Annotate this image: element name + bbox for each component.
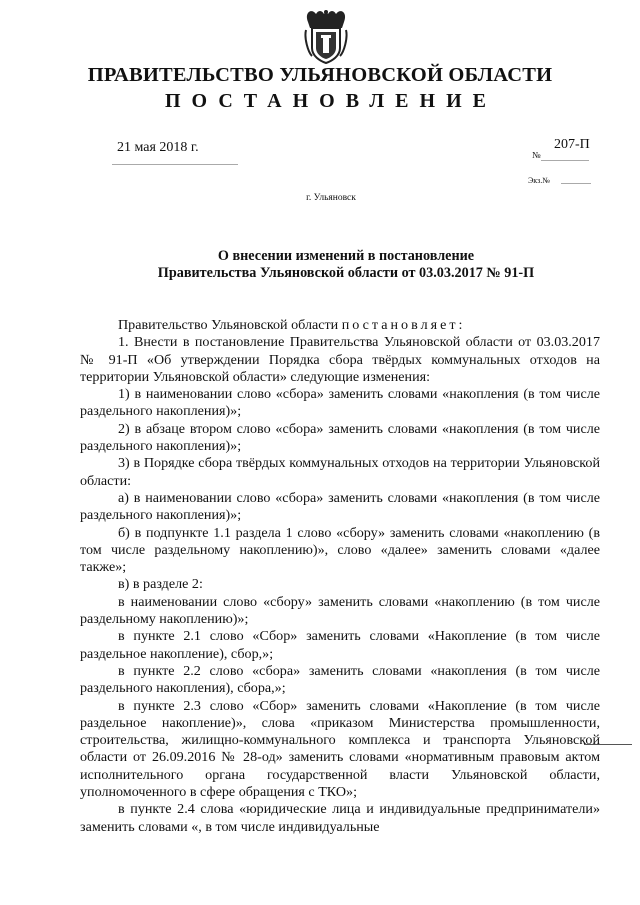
body-paragraph: 3) в Порядке сбора твёрдых коммунальных отходов на территории Ульяновской области: <box>80 455 600 489</box>
copy-number-label: Экз.№ <box>528 176 550 185</box>
body-paragraph: 1. Внести в постановление Правительства Ульяновской области от 03.03.2017 № 91-П «Об утверждении Порядка сбора твёрдых коммунальных отходов на территории Ульяновской области» следующие изменения: <box>80 334 600 385</box>
body-paragraph: в) в разделе 2: <box>118 576 203 593</box>
document-date: 21 мая 2018 г. <box>117 140 199 155</box>
intro-paragraph <box>80 317 600 334</box>
body-paragraph: в пункте 2.3 слово «Сбор» заменить словами «Накопление (в том числе раздельное накопление)», слова «приказом Министерства промышленности, строительства, жилищно-коммунального комплекса и транспорта Ульяновской области от 26.09.2016 № 28-од» заменить словами «нормативным правовым актом исполнительного органа государственной власти Ульяновской области, уполномоченного в сфере обращения с ТКО»; <box>80 697 600 801</box>
intro-resolves: постановляет: <box>341 317 466 333</box>
city: г. Ульяновск <box>306 193 356 203</box>
date-underline <box>112 164 238 165</box>
intro-prefix: Правительство Ульяновской области <box>118 317 342 333</box>
margin-mark <box>584 744 632 745</box>
government-name: ПРАВИТЕЛЬСТВО УЛЬЯНОВСКОЙ ОБЛАСТИ <box>87 64 553 86</box>
document-type: ПОСТАНОВЛЕНИЕ <box>165 90 497 112</box>
heading-line-2: Правительства Ульяновской области от 03.03.2017 № 91-П <box>157 265 535 281</box>
document-body <box>80 317 600 836</box>
number-prefix: № <box>532 150 541 160</box>
body-paragraph: б) в подпункте 1.1 раздела 1 слово «сбору» заменить словами «накоплению (в том числе раздельному накоплению)», слово «далее» заменить словами «далее также»; <box>80 524 600 576</box>
coat-of-arms-icon <box>304 8 348 64</box>
number-underline <box>541 160 589 161</box>
document-number: 207-П <box>554 137 590 152</box>
document-heading <box>80 248 612 282</box>
body-paragraph: в пункте 2.1 слово «Сбор» заменить словами «Накопление (в том числе раздельное накопление), сбор,»; <box>80 628 600 662</box>
body-paragraph: в наименовании слово «сбору» заменить словами «накоплению (в том числе раздельному накоплению)»; <box>80 593 600 628</box>
body-paragraph: в пункте 2.2 слово «сбора» заменить словами «накопления (в том числе раздельного накопления), сбора,»; <box>80 662 600 697</box>
body-paragraph: а) в наименовании слово «сбора» заменить словами «накопления (в том числе раздельного накопления)»; <box>80 489 600 524</box>
body-paragraph: в пункте 2.4 слова «юридические лица и индивидуальные предприниматели» заменить словами «, в том числе индивидуальные <box>80 801 600 835</box>
heading-line-1: О внесении изменений в постановление <box>217 248 475 264</box>
copy-number-underline <box>561 183 591 184</box>
body-paragraph: 1) в наименовании слово «сбора» заменить словами «накопления (в том числе раздельного накопления)»; <box>80 386 600 420</box>
body-paragraph: 2) в абзаце втором слово «сбора» заменить словами «накопления (в том числе раздельного накопления)»; <box>80 420 600 455</box>
